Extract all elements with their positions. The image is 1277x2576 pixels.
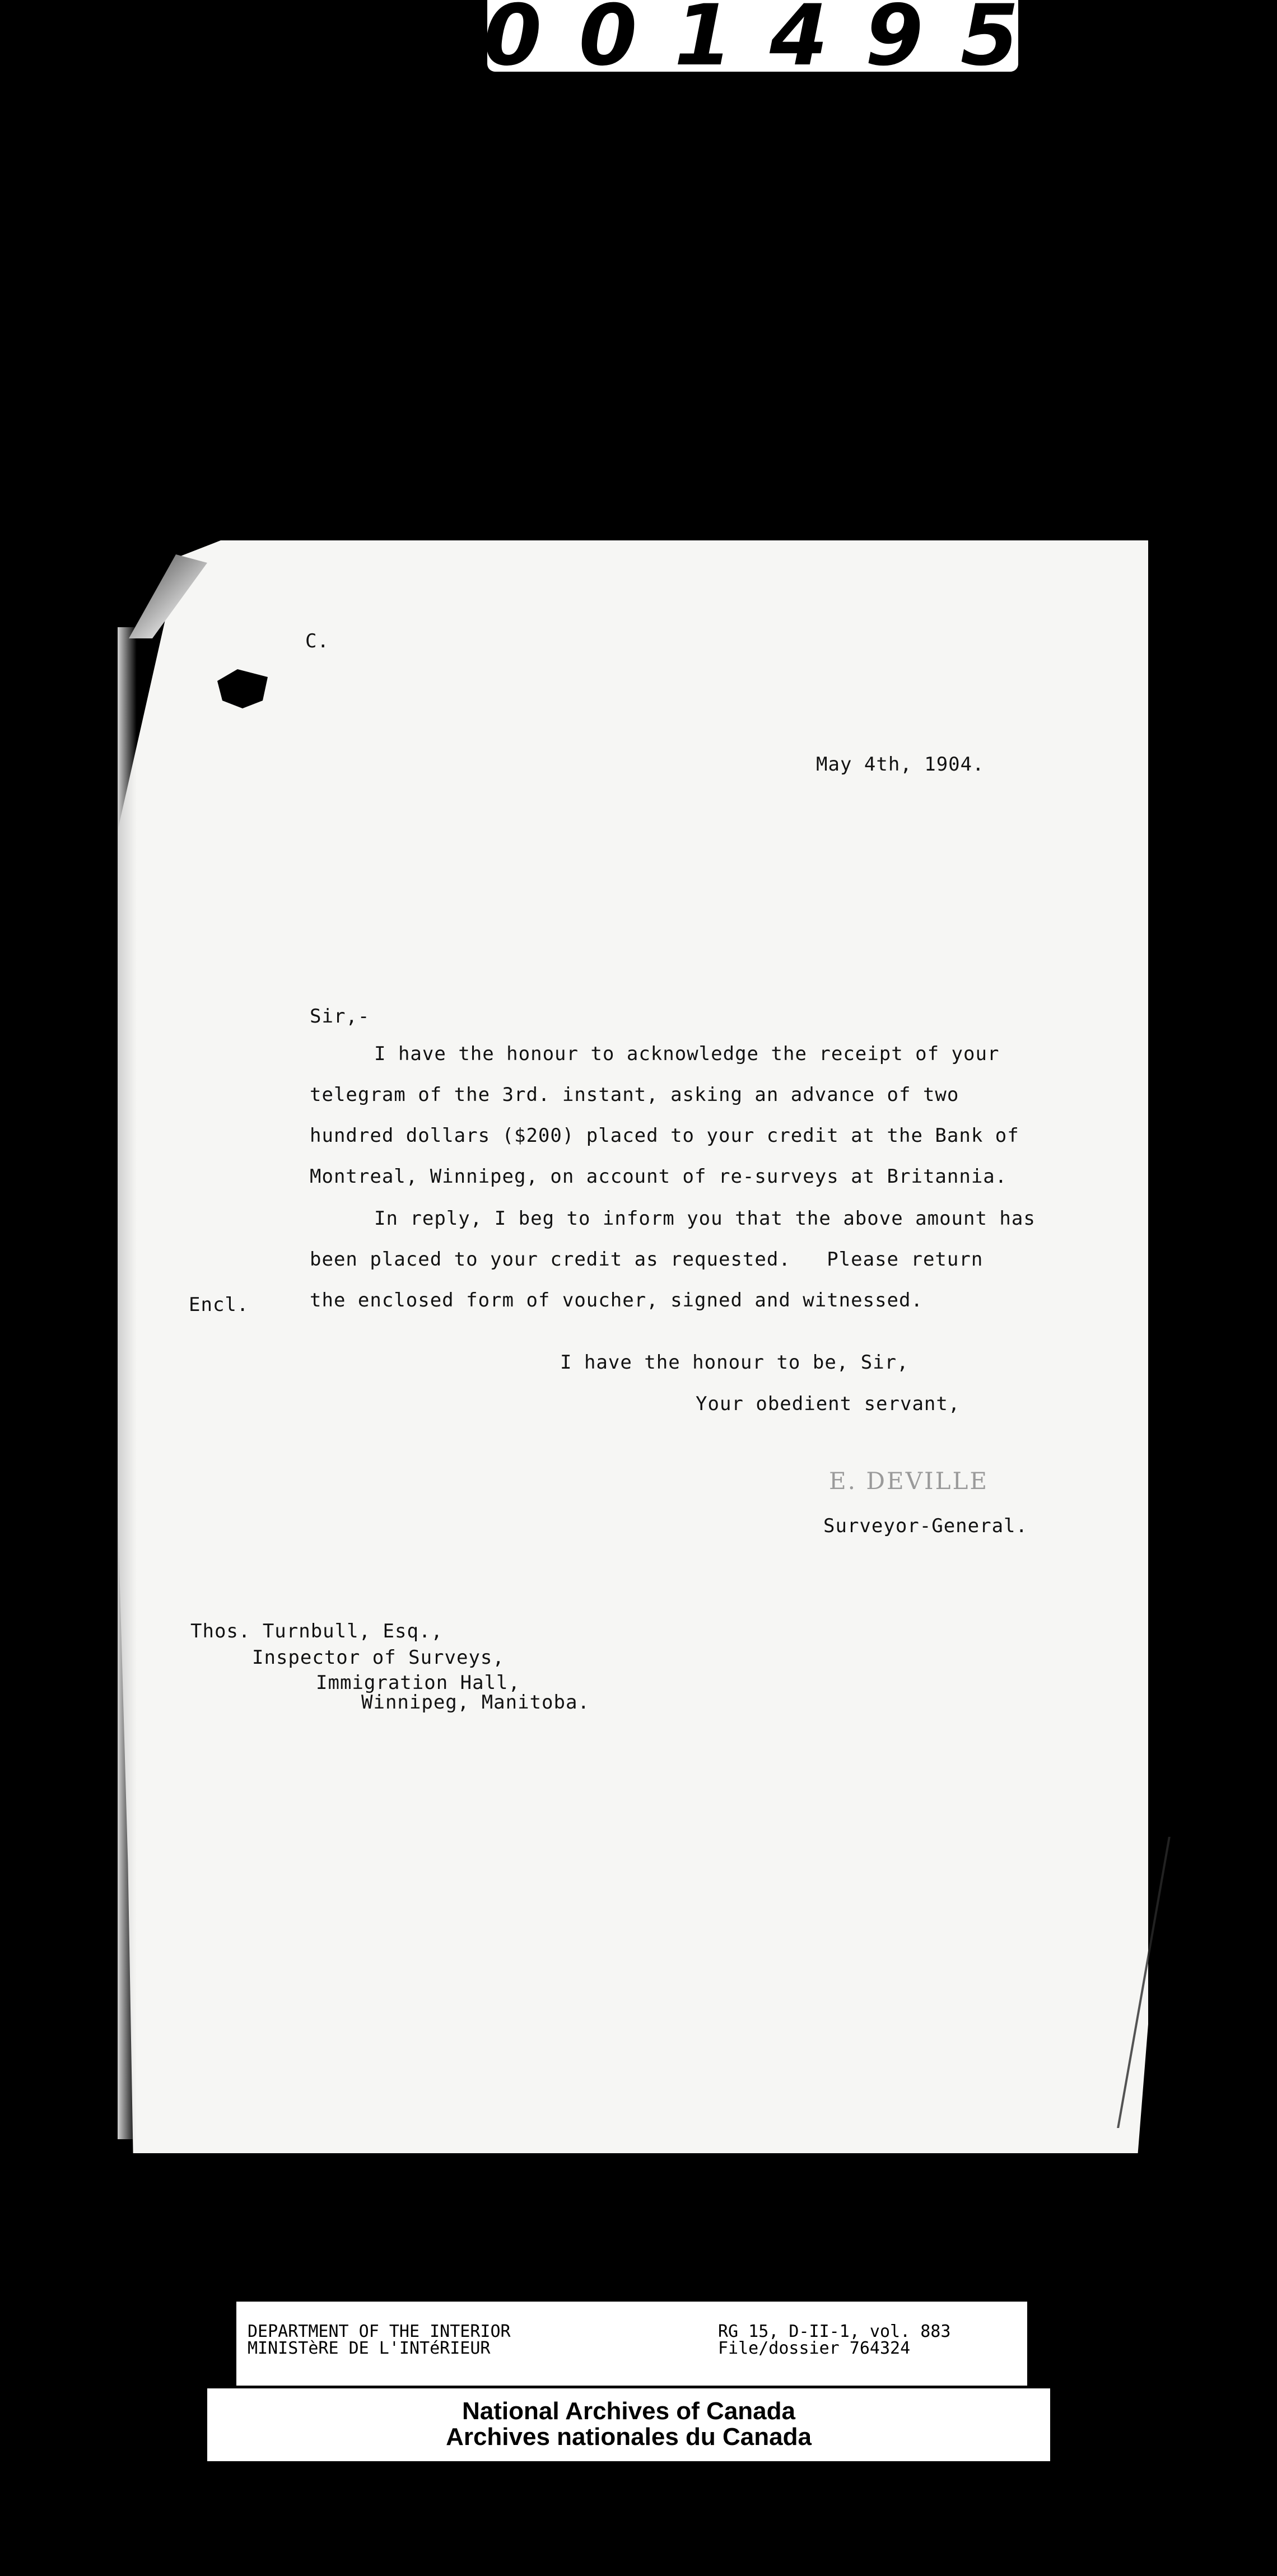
- body-line: I have the honour to acknowledge the receipt of your: [374, 1043, 1000, 1065]
- frame-number: 001495: [483, 0, 1056, 85]
- letter-mark: C.: [305, 630, 329, 652]
- archives-banner: [207, 2388, 1050, 2461]
- signatory-title: Surveyor-General.: [823, 1515, 1028, 1537]
- archives-name-french: Archives nationales du Canada: [446, 2423, 812, 2451]
- archive-label: [236, 2302, 1027, 2386]
- document-sheet: [118, 540, 1148, 2153]
- signature-stamp: E. DEVILLE: [829, 1467, 989, 1495]
- department-english: DEPARTMENT OF THE INTERIOR: [248, 2322, 511, 2341]
- enclosure-note: Encl.: [189, 1294, 249, 1316]
- addressee-line: Inspector of Surveys,: [252, 1646, 505, 1669]
- body-line: the enclosed form of voucher, signed and witnessed.: [310, 1289, 923, 1312]
- letter-date: May 4th, 1904.: [816, 753, 985, 776]
- body-line: telegram of the 3rd. instant, asking an advance of two: [310, 1084, 959, 1106]
- department-french: MINISTèRE DE L'INTéRIEUR: [248, 2339, 491, 2358]
- body-line: Montreal, Winnipeg, on account of re-surveys at Britannia.: [310, 1165, 1008, 1188]
- record-reference: RG 15, D-II-1, vol. 883: [718, 2322, 951, 2341]
- body-line: hundred dollars ($200) placed to your credit at the Bank of: [310, 1124, 1019, 1147]
- closing-line: Your obedient servant,: [696, 1393, 961, 1415]
- file-number: File/dossier 764324: [718, 2339, 911, 2358]
- closing-line: I have the honour to be, Sir,: [560, 1351, 909, 1374]
- sheet-edge-shadow: [118, 627, 137, 2139]
- addressee-line: Thos. Turnbull, Esq.,: [190, 1620, 443, 1642]
- archives-name-english: National Archives of Canada: [462, 2397, 795, 2425]
- body-line: In reply, I beg to inform you that the above amount has: [374, 1207, 1036, 1230]
- addressee-line: Winnipeg, Manitoba.: [361, 1691, 590, 1714]
- body-line: been placed to your credit as requested. Please return: [310, 1248, 984, 1271]
- addressee-line: Immigration Hall,: [316, 1672, 520, 1694]
- letter-salutation: Sir,-: [310, 1005, 370, 1028]
